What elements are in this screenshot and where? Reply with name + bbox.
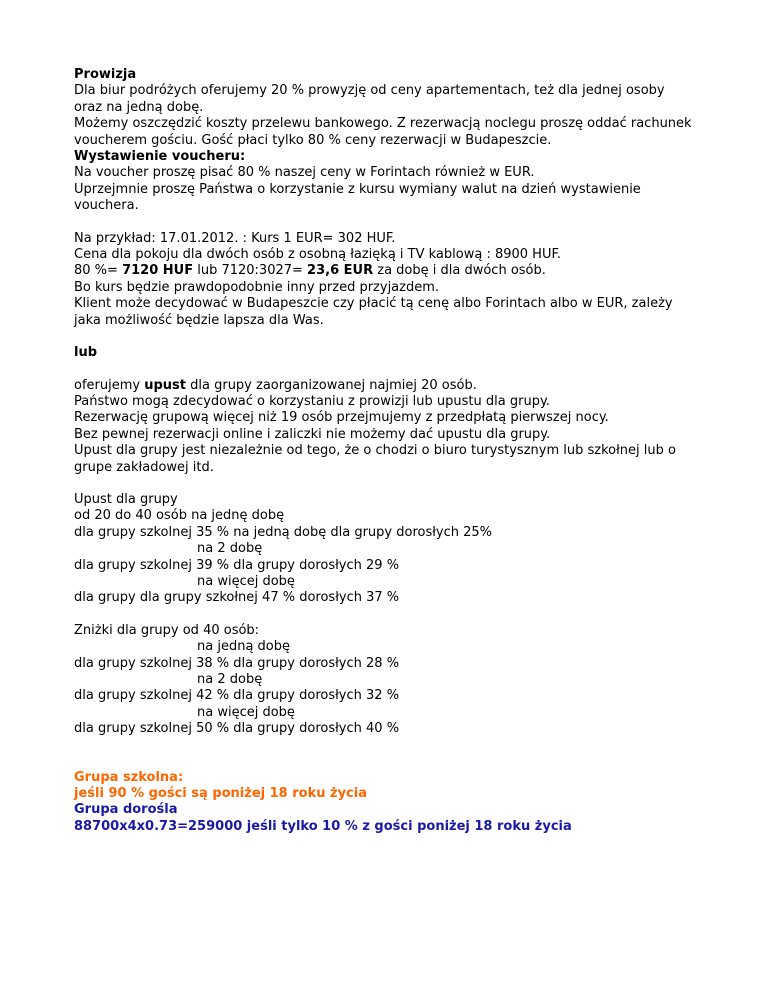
text-line: grupe zakładowej itd.	[74, 459, 214, 475]
text-line: dla grupy szkolnej 38 % dla grupy dorosłych 28 %	[74, 655, 400, 671]
document-body	[74, 67, 714, 835]
text-line: vouchera.	[74, 198, 139, 214]
text-line: Uprzejmnie proszę Państwa o korzystanie z kursu wymiany walut na dzień wystawienie	[74, 181, 641, 197]
text-line: Bo kurs będzie prawdopodobnie inny przed przyjazdem.	[74, 279, 440, 295]
text-line: dla grupy szkolnej 35 % na jedną dobę dla grupy dorosłych 25%	[74, 524, 493, 540]
heading-lub: lub	[74, 345, 98, 361]
text-line: na więcej dobę	[197, 704, 295, 720]
text-line: oraz na jedną dobę.	[74, 99, 204, 115]
text-line: dla grupy szkolnej 39 % dla grupy dorosłych 29 %	[74, 557, 400, 573]
text-line: jaka możliwość będzie lapsza dla Was.	[74, 312, 324, 328]
text-line: Możemy oszczędzić koszty przelewu bankowego. Z rezerwacją noclegu proszę oddać rachunek	[74, 116, 692, 132]
text-line: Cena dla pokoju dla dwóch osób z osobną łazięką i TV kablową : 8900 HUF.	[74, 247, 561, 263]
text-line: Dla biur podróżych oferujemy 20 % prowyzję od ceny apartementach, też dla jednej osoby	[74, 83, 665, 99]
text-line: Na voucher proszę pisać 80 % naszej ceny w Forintach również w EUR.	[74, 165, 535, 181]
text-line: Państwo mogą zdecydować o korzystaniu z prowizji lub upustu dla grupy.	[74, 393, 550, 409]
heading-grupa-szkolna: Grupa szkolna:	[74, 769, 184, 785]
text-line: na jedną dobę	[197, 639, 290, 655]
text-line: na więcej dobę	[197, 573, 295, 589]
text-line: Upust dla grupy	[74, 491, 178, 507]
heading-prowizja: Prowizja	[74, 67, 137, 82]
text-line: od 20 do 40 osób na jednę dobę	[74, 508, 285, 524]
text-line: Zniżki dla grupy od 40 osób:	[74, 622, 260, 638]
text-line: Upust dla grupy jest niezależnie od tego, że o chodzi o biuro turystysznym lub szkołnej lub o	[74, 443, 676, 459]
price-line: 80 %= 7120 HUF lub 7120:3027= 23,6 EUR za dobę i dla dwóch osób.	[74, 263, 546, 279]
text-line: Klient może decydować w Budapeszcie czy płacić tą cenę albo Forintach albo w EUR, zależy	[74, 296, 673, 312]
text-line: dla grupy szkolnej 50 % dla grupy dorosłych 40 %	[74, 721, 400, 737]
heading-voucher: Wystawienie voucheru:	[74, 149, 246, 165]
text-grupa-dorosla: 88700x4x0.73=259000 jeśli tylko 10 % z gości poniżej 18 roku życia	[74, 818, 572, 834]
text-grupa-szkolna: jeśli 90 % gości są poniżej 18 roku życia	[74, 786, 367, 802]
text-line: Bez pewnej rezerwacji online i zaliczki nie możemy dać upustu dla grupy.	[74, 426, 551, 442]
text-line: Rezerwację grupową więcej niż 19 osób przejmujemy z przedpłatą pierwszej nocy.	[74, 410, 609, 426]
upust-line: oferujemy upust dla grupy zaorganizowanej najmiej 20 osób.	[74, 377, 477, 393]
text-line: dla grupy szkolnej 42 % dla grupy dorosłych 32 %	[74, 688, 400, 704]
text-line: Na przykład: 17.01.2012. : Kurs 1 EUR= 302 HUF.	[74, 230, 396, 246]
text-line: dla grupy dla grupy szkołnej 47 % dorosłych 37 %	[74, 590, 400, 606]
text-line: na 2 dobę	[197, 672, 263, 687]
heading-grupa-dorosla: Grupa dorośla	[74, 802, 178, 818]
text-line: voucherem gościu. Gość płaci tylko 80 % ceny rezerwacji w Budapeszcie.	[74, 132, 552, 148]
text-line: na 2 dobę	[197, 541, 263, 557]
